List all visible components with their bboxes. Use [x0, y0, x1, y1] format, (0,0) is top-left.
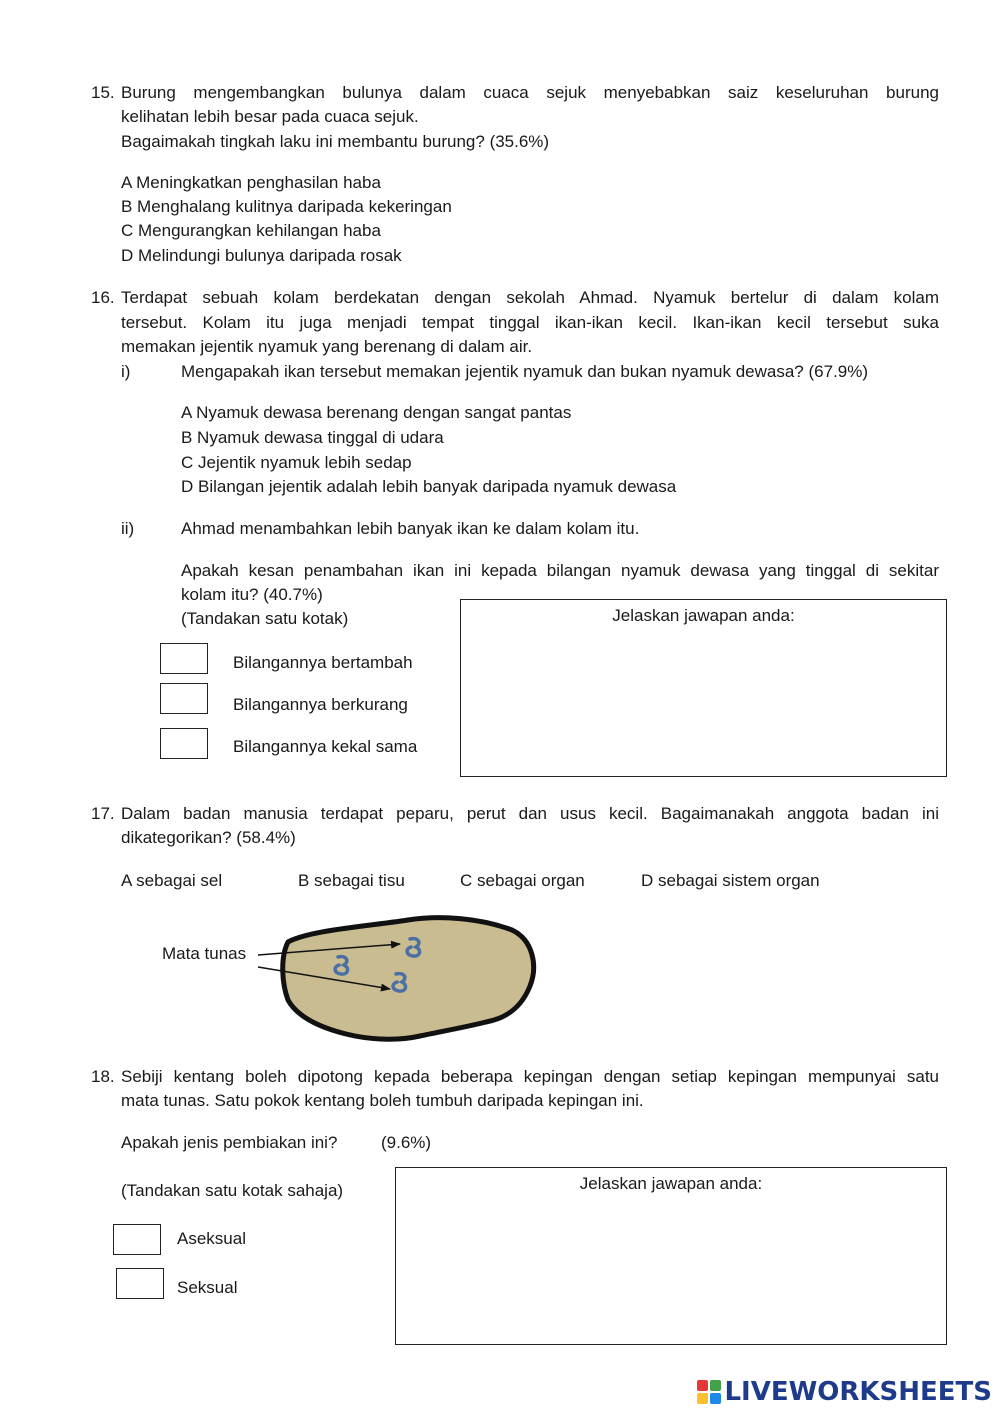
q16-choice-decrease: Bilangannya berkurang: [233, 695, 408, 714]
q16-part-ii-question-line2: kolam itu? (40.7%): [181, 585, 323, 604]
liveworksheets-logo[interactable]: [696, 1377, 992, 1407]
q18-choice-aseksual: Aseksual: [177, 1229, 246, 1248]
q15-number: 15.: [91, 83, 115, 102]
q16-explain-label: Jelaskan jawapan anda:: [612, 606, 795, 625]
q16i-option-a[interactable]: A Nyamuk dewasa berenang dengan sangat pantas: [181, 403, 572, 422]
potato-figure: [250, 910, 550, 1050]
q16-checkbox-same[interactable]: [160, 728, 208, 759]
q18-explain-box[interactable]: [395, 1167, 947, 1345]
q16i-option-d[interactable]: D Bilangan jejentik adalah lebih banyak daripada nyamuk dewasa: [181, 477, 677, 496]
figure-label-mata-tunas: Mata tunas: [162, 944, 247, 963]
q16-choice-same: Bilangannya kekal sama: [233, 737, 418, 756]
q16i-option-b[interactable]: B Nyamuk dewasa tinggal di udara: [181, 428, 444, 447]
q15-option-a[interactable]: A Meningkatkan penghasilan haba: [121, 173, 381, 192]
q16-explain-box[interactable]: [460, 599, 947, 777]
q18-explain-label: Jelaskan jawapan anda:: [579, 1174, 763, 1193]
q16-part-ii-statement: Ahmad menambahkan lebih banyak ikan ke dalam kolam itu.: [181, 519, 640, 538]
q17-text-line1: Dalam badan manusia terdapat peparu, perut dan usus kecil. Bagaimanakah anggota badan ini: [121, 804, 939, 823]
q17-text-line2: dikategorikan? (58.4%): [121, 828, 296, 847]
q17-option-d[interactable]: D sebagai sistem organ: [641, 871, 820, 890]
q16-text-line1: Terdapat sebuah kolam berdekatan dengan sekolah Ahmad. Nyamuk bertelur di dalam kolam: [121, 288, 939, 307]
q16-checkbox-increase[interactable]: [160, 643, 208, 674]
q16-part-ii-question-line1: Apakah kesan penambahan ikan ini kepada bilangan nyamuk dewasa yang tinggal di sekitar: [181, 561, 939, 580]
q16-part-i-question: Mengapakah ikan tersebut memakan jejentik nyamuk dan bukan nyamuk dewasa? (67.9%): [181, 362, 869, 381]
q17-option-b[interactable]: B sebagai tisu: [298, 871, 405, 890]
q17-number: 17.: [91, 804, 115, 823]
q18-choice-seksual: Seksual: [177, 1278, 238, 1297]
q16-choice-increase: Bilangannya bertambah: [233, 653, 413, 672]
q16-part-ii-label: ii): [121, 519, 135, 538]
q18-question: Apakah jenis pembiakan ini?: [121, 1133, 338, 1152]
q18-instruction: (Tandakan satu kotak sahaja): [121, 1181, 344, 1200]
q18-checkbox-seksual[interactable]: [116, 1268, 164, 1299]
q17-option-a[interactable]: A sebagai sel: [121, 871, 223, 890]
q15-question: Bagaimakah tingkah laku ini membantu burung? (35.6%): [121, 132, 550, 151]
q18-percent: (9.6%): [381, 1133, 432, 1152]
q16-part-i-label: i): [121, 362, 131, 381]
q16-part-ii-instruction: (Tandakan satu kotak): [181, 609, 349, 628]
potato-shape: [283, 918, 534, 1040]
liveworksheets-logo-icon: [696, 1379, 722, 1405]
q18-text-line2: mata tunas. Satu pokok kentang boleh tumbuh daripada kepingan ini.: [121, 1091, 644, 1110]
q18-checkbox-aseksual[interactable]: [113, 1224, 161, 1255]
q17-option-c[interactable]: C sebagai organ: [460, 871, 585, 890]
q15-option-d[interactable]: D Melindungi bulunya daripada rosak: [121, 246, 402, 265]
liveworksheets-logo-text: LIVEWORKSHEETS: [724, 1377, 992, 1407]
q18-number: 18.: [91, 1067, 115, 1086]
q15-option-c[interactable]: C Mengurangkan kehilangan haba: [121, 221, 381, 240]
q16-text-line3: memakan jejentik nyamuk yang berenang di dalam air.: [121, 337, 533, 356]
q16-checkbox-decrease[interactable]: [160, 683, 208, 714]
q16-number: 16.: [91, 288, 115, 307]
q15-option-b[interactable]: B Menghalang kulitnya daripada kekeringan: [121, 197, 452, 216]
q18-text-line1: Sebiji kentang boleh dipotong kepada beberapa kepingan dengan setiap kepingan mempunyai satu: [121, 1067, 939, 1086]
q16-text-line2: tersebut. Kolam itu juga menjadi tempat tinggal ikan-ikan kecil. Ikan-ikan kecil tersebut suka: [121, 313, 939, 332]
q15-text-line2: kelihatan lebih besar pada cuaca sejuk.: [121, 107, 419, 126]
q15-text-line1: Burung mengembangkan bulunya dalam cuaca sejuk menyebabkan saiz keseluruhan burung: [121, 83, 939, 102]
q16i-option-c[interactable]: C Jejentik nyamuk lebih sedap: [181, 453, 412, 472]
